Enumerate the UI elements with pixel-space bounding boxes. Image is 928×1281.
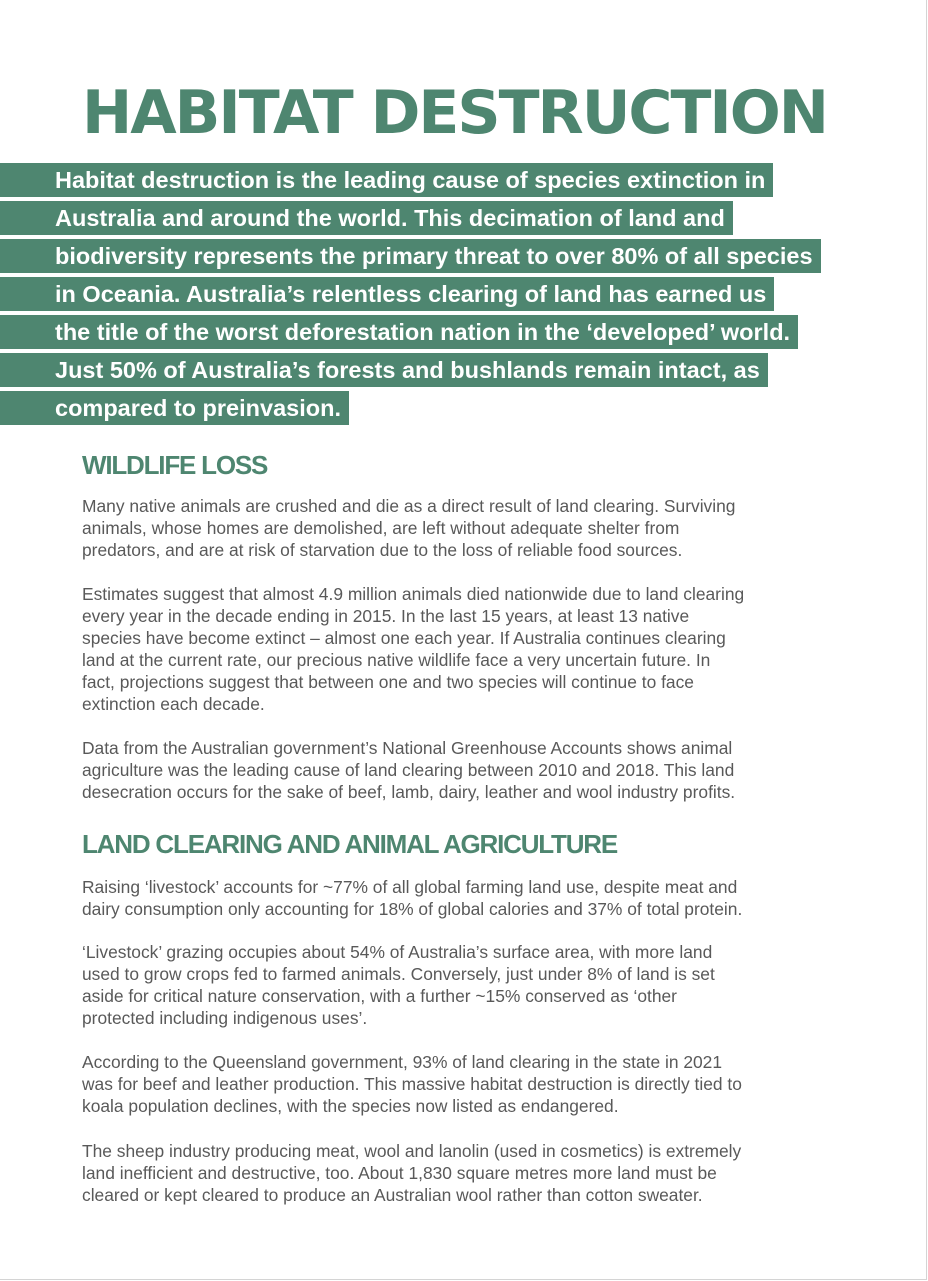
paragraph [82,495,862,561]
section-heading-wildlife-loss: WILDLIFE LOSS [82,450,268,480]
text-line: cleared or kept cleared to produce an Australian wool rather than cotton sweater. [82,1185,703,1205]
text-line: dairy consumption only accounting for 18% of global calories and 37% of total protein. [82,899,743,919]
paragraph [82,876,862,920]
text-line: According to the Queensland government, 93% of land clearing in the state in 2021 [82,1052,723,1072]
text-line: land at the current rate, our precious native wildlife face a very uncertain future. In [82,650,711,670]
text-line: predators, and are at risk of starvation due to the loss of reliable food sources. [82,540,683,560]
text-line: The sheep industry producing meat, wool and lanolin (used in cosmetics) is extremely [82,1141,742,1161]
text-line: Many native animals are crushed and die as a direct result of land clearing. Surviving [82,496,736,516]
section-heading-land-clearing: LAND CLEARING AND ANIMAL AGRICULTURE [82,829,618,859]
text-line: animals, whose homes are demolished, are left without adequate shelter from [82,518,680,538]
text-line: extinction each decade. [82,694,265,714]
text-line: land inefficient and destructive, too. About 1,830 square metres more land must be [82,1163,717,1183]
page-title: HABITAT DESTRUCTION [82,78,827,148]
intro-line: biodiversity represents the primary threat to over 80% of all species [0,239,821,273]
intro-line: in Oceania. Australia’s relentless clearing of land has earned us [0,277,774,311]
text-line: every year in the decade ending in 2015. In the last 15 years, at least 13 native [82,606,690,626]
text-line: ‘Livestock’ grazing occupies about 54% of Australia’s surface area, with more land [82,942,713,962]
text-line: Raising ‘livestock’ accounts for ~77% of all global farming land use, despite meat and [82,877,738,897]
paragraph [82,583,862,715]
text-line: Data from the Australian government’s National Greenhouse Accounts shows animal [82,738,733,758]
intro-line: the title of the worst deforestation nation in the ‘developed’ world. [0,315,798,349]
intro-highlight-block [0,163,860,429]
text-line: species have become extinct – almost one each year. If Australia continues clearing [82,628,726,648]
paragraph [82,1051,862,1117]
text-line: aside for critical nature conservation, with a further ~15% conserved as ‘other [82,986,677,1006]
text-line: Estimates suggest that almost 4.9 million animals died nationwide due to land clearing [82,584,745,604]
text-line: koala population declines, with the species now listed as endangered. [82,1096,619,1116]
intro-line: Habitat destruction is the leading cause of species extinction in [0,163,773,197]
text-line: protected including indigenous uses’. [82,1008,368,1028]
text-line: used to grow crops fed to farmed animals. Conversely, just under 8% of land is set [82,964,715,984]
paragraph [82,737,862,803]
intro-line: Just 50% of Australia’s forests and bushlands remain intact, as [0,353,768,387]
intro-line: Australia and around the world. This decimation of land and [0,201,733,235]
text-line: desecration occurs for the sake of beef, lamb, dairy, leather and wool industry profits. [82,782,736,802]
intro-line: compared to preinvasion. [0,391,349,425]
paragraph [82,941,862,1029]
text-line: agriculture was the leading cause of land clearing between 2010 and 2018. This land [82,760,735,780]
text-line: fact, projections suggest that between one and two species will continue to face [82,672,694,692]
paragraph [82,1140,862,1206]
text-line: was for beef and leather production. This massive habitat destruction is directly tied to [82,1074,742,1094]
